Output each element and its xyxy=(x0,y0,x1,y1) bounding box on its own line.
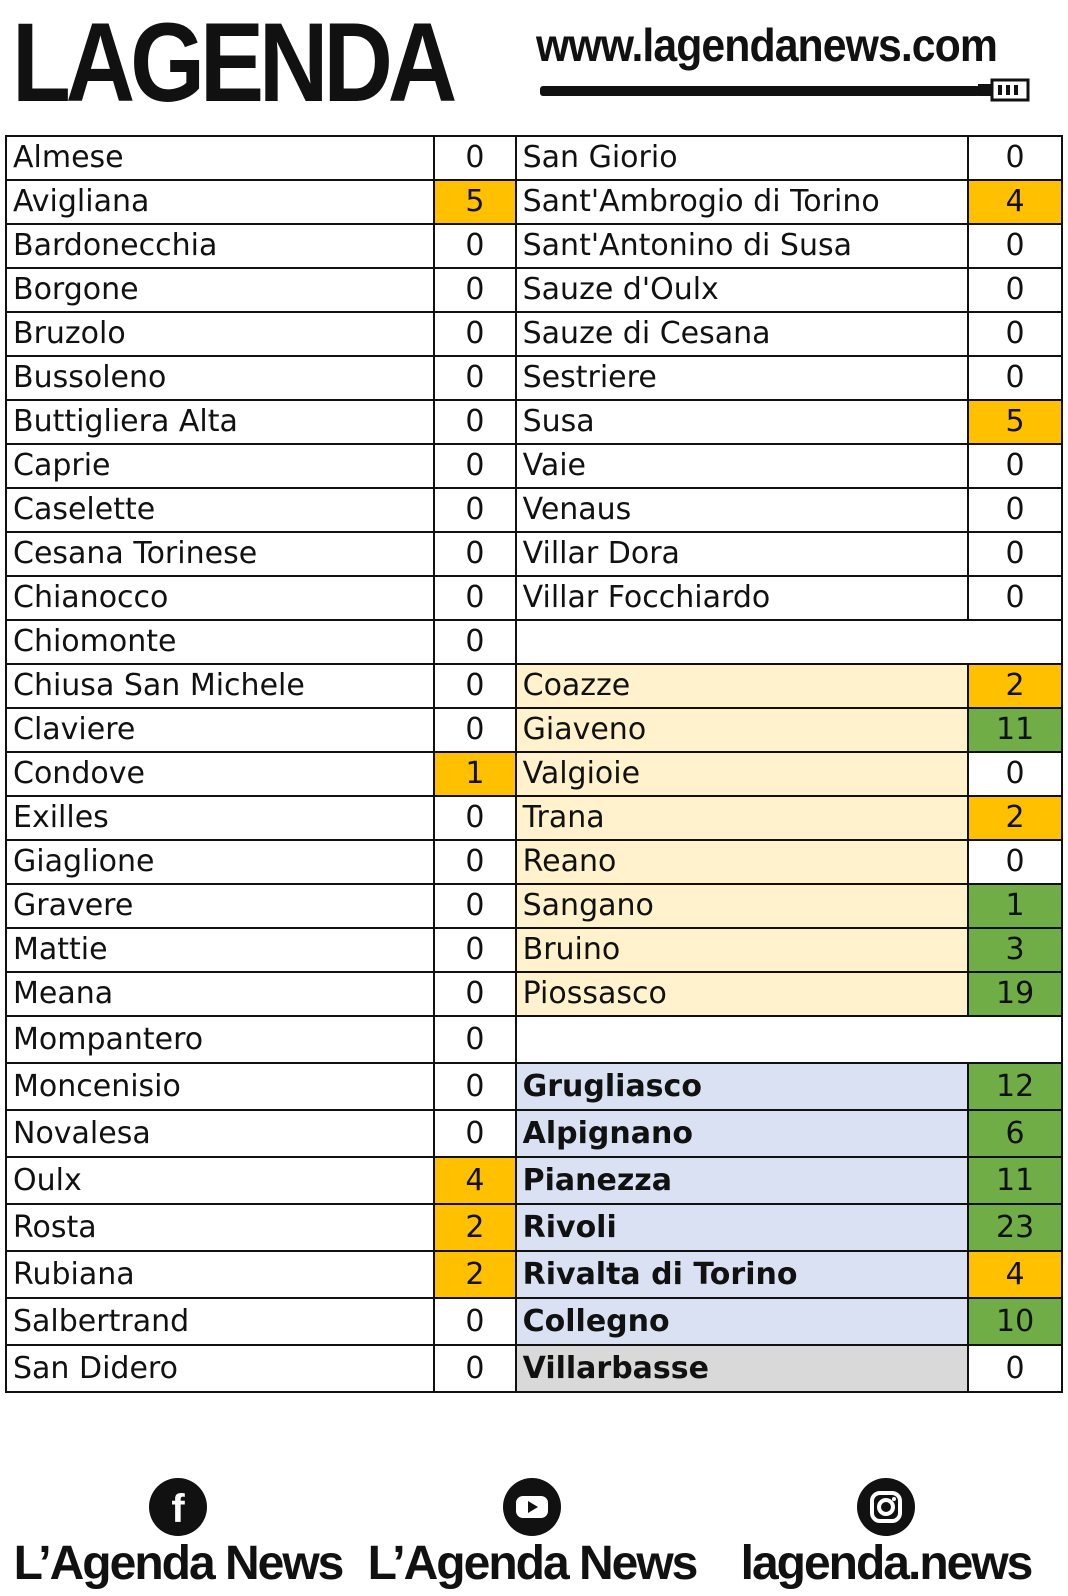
right-value-cell: 0 xyxy=(968,532,1062,576)
left-name-cell: Buttigliera Alta xyxy=(6,400,434,444)
right-value-cell: 0 xyxy=(968,1345,1062,1392)
youtube-label: L’Agenda News xyxy=(367,1537,697,1590)
left-name-cell: Chianocco xyxy=(6,576,434,620)
site-url[interactable]: www.lagendanews.com xyxy=(536,19,997,71)
right-value-cell: 0 xyxy=(968,312,1062,356)
table-row xyxy=(6,972,1062,1016)
left-value-cell: 0 xyxy=(434,1063,516,1110)
table-row xyxy=(6,1063,1062,1110)
right-name-cell: San Giorio xyxy=(516,136,969,180)
empty-cell xyxy=(516,1016,1062,1063)
instagram-label: lagenda.news xyxy=(740,1537,1032,1590)
table-row xyxy=(6,136,1062,180)
right-value-cell: 4 xyxy=(968,1251,1062,1298)
table-row xyxy=(6,1204,1062,1251)
left-value-cell: 0 xyxy=(434,488,516,532)
table-row xyxy=(6,1251,1062,1298)
table-row xyxy=(6,752,1062,796)
table-row xyxy=(6,796,1062,840)
svg-text:f: f xyxy=(171,1487,185,1531)
right-name-cell: Vaie xyxy=(516,444,969,488)
right-value-cell: 10 xyxy=(968,1298,1062,1345)
left-value-cell: 0 xyxy=(434,444,516,488)
right-name-cell: Piossasco xyxy=(516,972,969,1016)
left-name-cell: Rubiana xyxy=(6,1251,434,1298)
left-name-cell: Salbertrand xyxy=(6,1298,434,1345)
left-name-cell: Bardonecchia xyxy=(6,224,434,268)
empty-cell xyxy=(516,620,1062,664)
left-value-cell: 0 xyxy=(434,400,516,444)
right-name-cell: Sant'Ambrogio di Torino xyxy=(516,180,969,224)
left-name-cell: Chiomonte xyxy=(6,620,434,664)
municipality-table xyxy=(5,135,1063,1393)
table-row xyxy=(6,1345,1062,1392)
right-value-cell: 0 xyxy=(968,752,1062,796)
left-value-cell: 0 xyxy=(434,136,516,180)
left-name-cell: Novalesa xyxy=(6,1110,434,1157)
right-value-cell: 12 xyxy=(968,1063,1062,1110)
left-value-cell: 0 xyxy=(434,1345,516,1392)
left-name-cell: Chiusa San Michele xyxy=(6,664,434,708)
right-name-cell: Villarbasse xyxy=(516,1345,969,1392)
table-row xyxy=(6,488,1062,532)
right-value-cell: 0 xyxy=(968,576,1062,620)
left-value-cell: 0 xyxy=(434,796,516,840)
table-row xyxy=(6,664,1062,708)
left-name-cell: Gravere xyxy=(6,884,434,928)
left-name-cell: Moncenisio xyxy=(6,1063,434,1110)
table-row xyxy=(6,928,1062,972)
right-name-cell: Sangano xyxy=(516,884,969,928)
left-value-cell: 0 xyxy=(434,356,516,400)
right-value-cell: 3 xyxy=(968,928,1062,972)
right-value-cell: 11 xyxy=(968,1157,1062,1204)
usb-plug-icon xyxy=(978,78,1032,102)
left-value-cell: 0 xyxy=(434,840,516,884)
right-value-cell: 0 xyxy=(968,444,1062,488)
table-row xyxy=(6,268,1062,312)
table-row xyxy=(6,1157,1062,1204)
table-row xyxy=(6,180,1062,224)
table-row xyxy=(6,576,1062,620)
table-row xyxy=(6,356,1062,400)
right-name-cell: Pianezza xyxy=(516,1157,969,1204)
right-value-cell: 0 xyxy=(968,356,1062,400)
left-name-cell: Avigliana xyxy=(6,180,434,224)
table-row xyxy=(6,312,1062,356)
right-value-cell: 11 xyxy=(968,708,1062,752)
left-name-cell: Almese xyxy=(6,136,434,180)
right-name-cell: Reano xyxy=(516,840,969,884)
table-row xyxy=(6,400,1062,444)
right-name-cell: Sant'Antonino di Susa xyxy=(516,224,969,268)
left-name-cell: Claviere xyxy=(6,708,434,752)
left-name-cell: Caselette xyxy=(6,488,434,532)
left-name-cell: Condove xyxy=(6,752,434,796)
right-value-cell: 0 xyxy=(968,136,1062,180)
facebook-icon xyxy=(149,1478,207,1536)
header xyxy=(0,0,1068,130)
left-value-cell: 0 xyxy=(434,268,516,312)
left-name-cell: Bruzolo xyxy=(6,312,434,356)
instagram-link[interactable] xyxy=(716,1468,1056,1596)
right-name-cell: Giaveno xyxy=(516,708,969,752)
left-name-cell: Cesana Torinese xyxy=(6,532,434,576)
left-value-cell: 0 xyxy=(434,312,516,356)
left-name-cell: Meana xyxy=(6,972,434,1016)
right-value-cell: 2 xyxy=(968,664,1062,708)
right-value-cell: 0 xyxy=(968,840,1062,884)
right-name-cell: Alpignano xyxy=(516,1110,969,1157)
left-name-cell: Mattie xyxy=(6,928,434,972)
left-value-cell: 0 xyxy=(434,576,516,620)
table-row xyxy=(6,224,1062,268)
right-value-cell: 0 xyxy=(968,488,1062,532)
youtube-link[interactable] xyxy=(362,1468,702,1596)
left-name-cell: Bussoleno xyxy=(6,356,434,400)
facebook-link[interactable] xyxy=(8,1468,348,1596)
footer xyxy=(0,1468,1068,1596)
right-name-cell: Sestriere xyxy=(516,356,969,400)
right-name-cell: Coazze xyxy=(516,664,969,708)
table-row xyxy=(6,532,1062,576)
table-row xyxy=(6,884,1062,928)
table-row xyxy=(6,1110,1062,1157)
right-name-cell: Venaus xyxy=(516,488,969,532)
right-value-cell: 5 xyxy=(968,400,1062,444)
right-value-cell: 4 xyxy=(968,180,1062,224)
right-name-cell: Rivoli xyxy=(516,1204,969,1251)
facebook-label: L’Agenda News xyxy=(13,1537,343,1590)
instagram-icon xyxy=(857,1478,915,1536)
left-value-cell: 0 xyxy=(434,664,516,708)
right-value-cell: 19 xyxy=(968,972,1062,1016)
left-name-cell: Giaglione xyxy=(6,840,434,884)
left-name-cell: Borgone xyxy=(6,268,434,312)
left-value-cell: 0 xyxy=(434,224,516,268)
right-name-cell: Susa xyxy=(516,400,969,444)
left-value-cell: 0 xyxy=(434,620,516,664)
right-name-cell: Grugliasco xyxy=(516,1063,969,1110)
left-name-cell: Oulx xyxy=(6,1157,434,1204)
youtube-icon xyxy=(503,1478,561,1536)
right-name-cell: Rivalta di Torino xyxy=(516,1251,969,1298)
table-row xyxy=(6,1298,1062,1345)
left-value-cell: 2 xyxy=(434,1251,516,1298)
right-value-cell: 0 xyxy=(968,268,1062,312)
right-name-cell: Trana xyxy=(516,796,969,840)
table-row xyxy=(6,840,1062,884)
logo: LAGENDA xyxy=(12,0,453,125)
right-name-cell: Sauze d'Oulx xyxy=(516,268,969,312)
left-value-cell: 0 xyxy=(434,1016,516,1063)
right-value-cell: 2 xyxy=(968,796,1062,840)
left-name-cell: Mompantero xyxy=(6,1016,434,1063)
table-row xyxy=(6,1016,1062,1063)
left-value-cell: 1 xyxy=(434,752,516,796)
left-name-cell: San Didero xyxy=(6,1345,434,1392)
left-value-cell: 0 xyxy=(434,884,516,928)
left-value-cell: 0 xyxy=(434,532,516,576)
table-row xyxy=(6,620,1062,664)
left-value-cell: 4 xyxy=(434,1157,516,1204)
left-value-cell: 0 xyxy=(434,1298,516,1345)
left-value-cell: 5 xyxy=(434,180,516,224)
left-value-cell: 0 xyxy=(434,1110,516,1157)
right-name-cell: Valgioie xyxy=(516,752,969,796)
left-name-cell: Exilles xyxy=(6,796,434,840)
right-value-cell: 0 xyxy=(968,224,1062,268)
left-value-cell: 2 xyxy=(434,1204,516,1251)
left-value-cell: 0 xyxy=(434,928,516,972)
right-name-cell: Villar Focchiardo xyxy=(516,576,969,620)
left-name-cell: Rosta xyxy=(6,1204,434,1251)
right-name-cell: Villar Dora xyxy=(516,532,969,576)
right-value-cell: 6 xyxy=(968,1110,1062,1157)
right-value-cell: 1 xyxy=(968,884,1062,928)
left-value-cell: 0 xyxy=(434,708,516,752)
left-name-cell: Caprie xyxy=(6,444,434,488)
right-value-cell: 23 xyxy=(968,1204,1062,1251)
table-row xyxy=(6,444,1062,488)
right-name-cell: Bruino xyxy=(516,928,969,972)
left-value-cell: 0 xyxy=(434,972,516,1016)
table-row xyxy=(6,708,1062,752)
right-name-cell: Sauze di Cesana xyxy=(516,312,969,356)
cable-decoration xyxy=(540,86,980,96)
right-name-cell: Collegno xyxy=(516,1298,969,1345)
